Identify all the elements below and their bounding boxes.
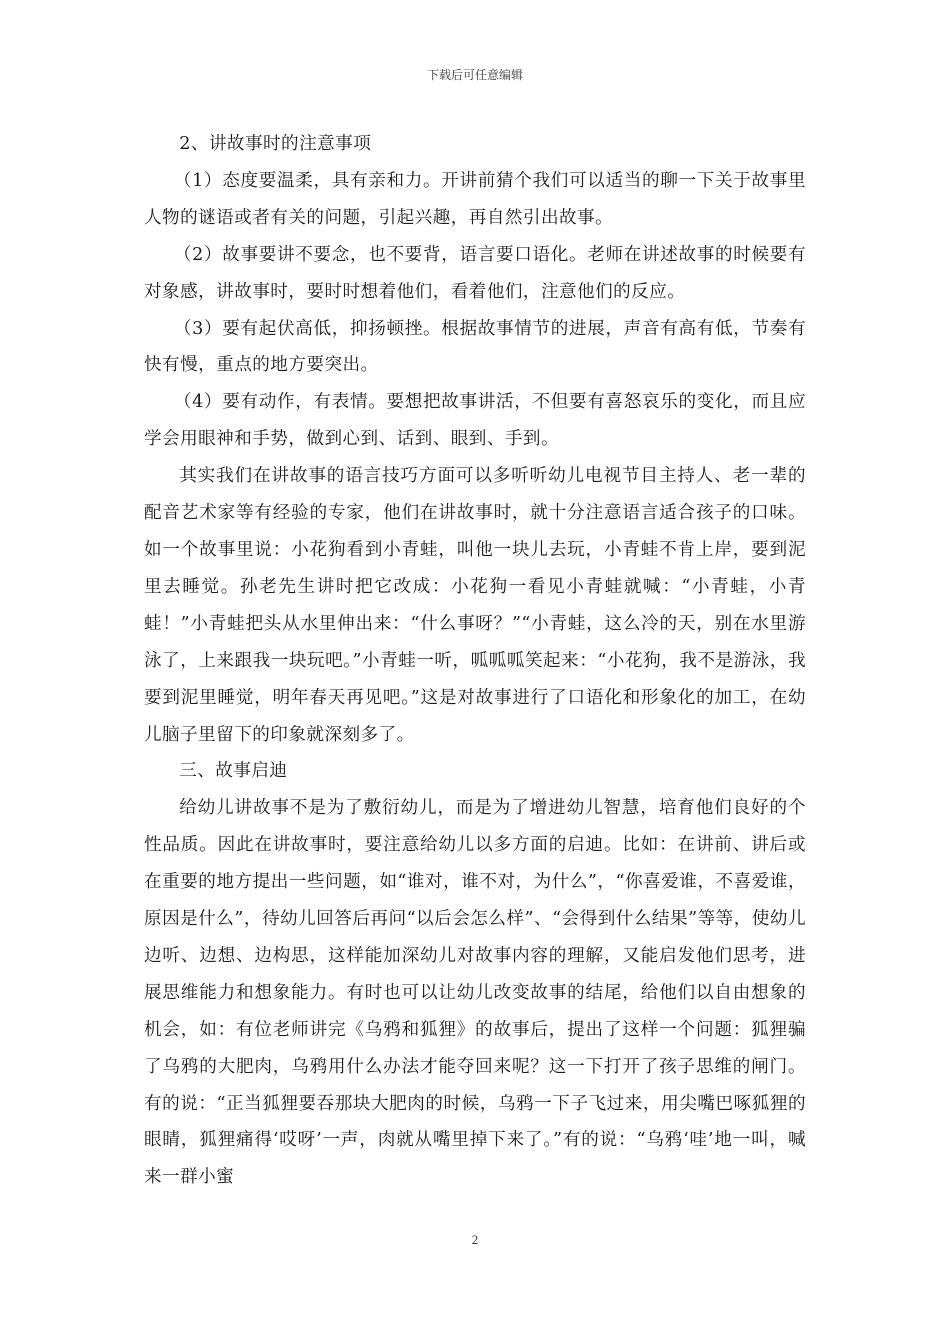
paragraph-item-1: （1）态度要温柔，具有亲和力。开讲前猜个我们可以适当的聊一下关于故事里人物的谜语或者有关的问题，引起兴趣，再自然引出故事。 xyxy=(144,170,806,228)
paragraph-item-4: （4）要有动作，有表情。要想把故事讲活，不但要有喜怒哀乐的变化，而且应学会用眼神和手势，做到心到、话到、眼到、手到。 xyxy=(144,392,806,450)
document-body xyxy=(144,126,806,1196)
paragraph-item-3: （3）要有起伏高低，抑扬顿挫。根据故事情节的进展，声音有高有低，节奏有快有慢，重点的地方要突出。 xyxy=(144,318,806,376)
paragraph-item-2: （2）故事要讲不要念，也不要背，语言要口语化。老师在讲述故事的时候要有对象感，讲故事时，要时时想着他们，看着他们，注意他们的反应。 xyxy=(144,244,806,302)
page-number: 2 xyxy=(471,1232,479,1247)
section-heading-inspiration: 三、故事启迪 xyxy=(179,761,288,782)
paragraph-inspiration: 给幼儿讲故事不是为了敷衍幼儿，而是为了增进幼儿智慧，培育他们良好的个性品质。因此在讲故事时，要注意给幼儿以多方面的启迪。比如：在讲前、讲后或在重要的地方提出一些问题，如“谁对，谁不对，为什么”，“你喜爱谁，不喜爱谁，原因是什么”，待幼儿回答后再问“以后会怎么样”、“会得到什么结果”等等，使幼儿边听、边想、边构思，这样能加深幼儿对故事内容的理解，又能启发他们思考，进展思维能力和想象能力。有时也可以让幼儿改变故事的结尾，给他们以自由想象的机会，如：有位老师讲完《乌鸦和狐狸》的故事后，提出了这样一个问题：狐狸骗了乌鸦的大肥肉，乌鸦用什么办法才能夺回来呢？这一下打开了孩子思维的闸门。有的说：“正当狐狸要吞那块大肥肉的时候，乌鸦一下子飞过来，用尖嘴巴啄狐狸的眼睛，狐狸痛得‘哎呀’一声，肉就从嘴里掉下来了。”有的说：“乌鸦‘哇’地一叫，喊来一群小蜜 xyxy=(144,798,806,1188)
page-header: 下载后可任意编辑 xyxy=(426,68,523,82)
paragraph-language-skills: 其实我们在讲故事的语言技巧方面可以多听听幼儿电视节目主持人、老一辈的配音艺术家等有经验的专家，他们在讲故事时，就十分注意语言适合孩子的口味。如一个故事里说：小花狗看到小青蛙，叫他一块儿去玩，小青蛙不肯上岸，要到泥里去睡觉。孙老先生讲时把它改成：小花狗一看见小青蛙就喊：“小青蛙，小青蛙！”小青蛙把头从水里伸出来：“什么事呀？”“小青蛙，这么冷的天，别在水里游泳了，上来跟我一块玩吧。”小青蛙一听，呱呱呱笑起来：“小花狗，我不是游泳，我要到泥里睡觉，明年春天再见吧。”这是对故事进行了口语化和形象化的加工，在幼儿脑子里留下的印象就深刻多了。 xyxy=(144,466,806,745)
section-heading-notes: 2、讲故事时的注意事项 xyxy=(179,134,372,154)
